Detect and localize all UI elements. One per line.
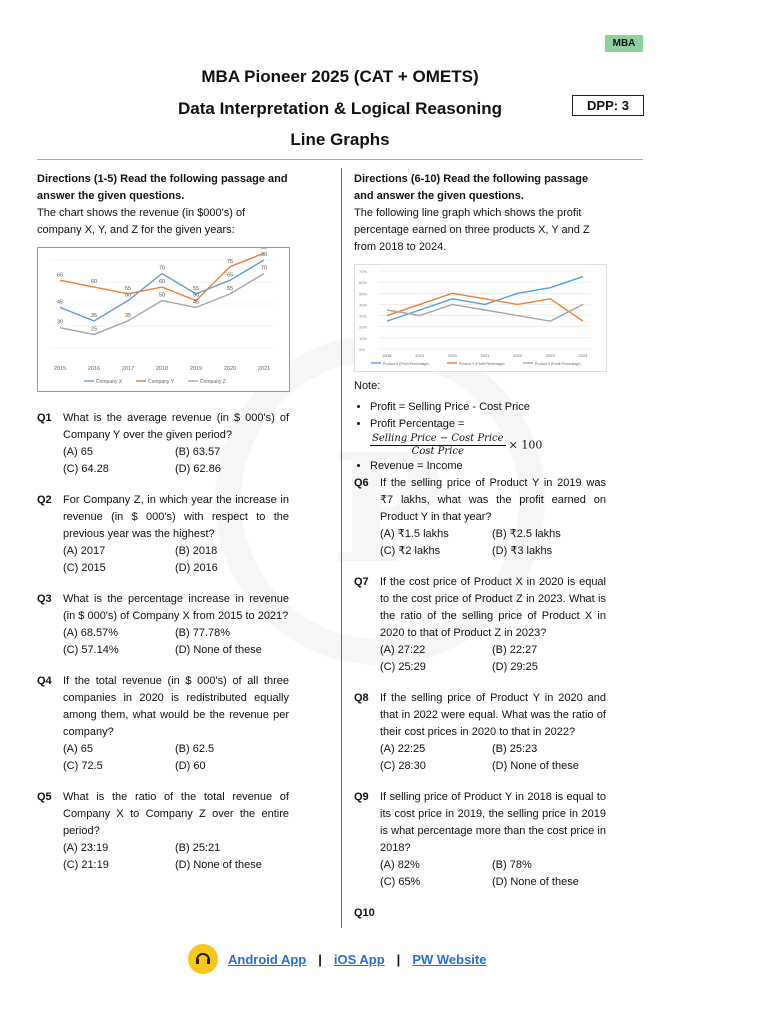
x-tick-label: 2015 bbox=[53, 366, 67, 372]
right-directions-text: The following line graph which shows the profit percentage earned on three products X, Y and Z from 2018 to 2024. bbox=[354, 207, 590, 253]
data-label: 55 bbox=[192, 285, 200, 292]
data-label: 50 bbox=[192, 292, 200, 299]
answer-option[interactable]: (D) None of these bbox=[175, 859, 262, 871]
x-tick-label: 2020 bbox=[223, 366, 237, 372]
note-revenue: • Revenue = Income bbox=[370, 458, 606, 475]
x-tick-label: 2021 bbox=[257, 366, 271, 372]
answer-options bbox=[380, 741, 606, 775]
series-line bbox=[387, 304, 583, 321]
y-tick-label: 10% bbox=[359, 335, 368, 341]
notes-label: Note: bbox=[354, 380, 381, 392]
answer-options bbox=[63, 625, 289, 659]
question-item bbox=[37, 492, 289, 577]
answer-option[interactable]: (A) 65 bbox=[63, 446, 93, 458]
answer-option[interactable]: (A) 82% bbox=[380, 859, 420, 871]
question-number: Q8 bbox=[354, 692, 369, 704]
answer-option[interactable]: (B) 62.5 bbox=[175, 743, 215, 755]
question-item bbox=[354, 574, 606, 676]
answer-option[interactable]: (B) 2018 bbox=[175, 545, 218, 557]
answer-option[interactable]: (A) 22:25 bbox=[380, 743, 426, 755]
question-text: What is the percentage increase in revenue (in $ 000's) of Company X from 2015 to 2021? bbox=[63, 593, 289, 622]
customer-service-icon bbox=[188, 944, 218, 974]
data-label: 50 bbox=[124, 292, 132, 299]
y-tick-label: 40% bbox=[359, 302, 368, 308]
answer-option[interactable]: (C) 21:19 bbox=[63, 859, 109, 871]
answer-option[interactable]: (B) 78% bbox=[492, 859, 532, 871]
question-number: Q7 bbox=[354, 576, 369, 588]
data-label: 80 bbox=[260, 252, 268, 258]
x-tick-label: 2020 bbox=[447, 353, 457, 358]
data-label: 45 bbox=[56, 299, 64, 306]
answer-option[interactable]: (B) 25:23 bbox=[492, 743, 538, 755]
question-item bbox=[354, 690, 606, 775]
footer-separator: | bbox=[318, 951, 322, 967]
question-text: What is the average revenue (in $ 000's) of Company Y over the given period? bbox=[63, 412, 289, 441]
question-text: If selling price of Product Y in 2018 is equal to its cost price in 2019, the selling price in 2019 is what percentage more than the cost price in 2018? bbox=[380, 791, 606, 854]
x-tick-label: 2018 bbox=[382, 353, 392, 358]
y-tick-label: 70% bbox=[359, 269, 368, 274]
footer-links bbox=[188, 944, 486, 974]
answer-option[interactable]: (B) ₹2.5 lakhs bbox=[492, 528, 561, 540]
question-number: Q6 bbox=[354, 477, 369, 489]
x-tick-label: 2023 bbox=[545, 353, 555, 358]
question-item bbox=[354, 475, 606, 560]
header-divider bbox=[37, 159, 643, 160]
data-label: 70 bbox=[158, 265, 166, 272]
answer-option[interactable]: (A) 23:19 bbox=[63, 842, 109, 854]
document-title: MBA Pioneer 2025 (CAT + OMETS) bbox=[201, 67, 479, 86]
answer-option[interactable]: (C) 64.28 bbox=[63, 463, 109, 475]
question-text: For Company Z, in which year the increase in revenue (in $ 000's) with respect to the previous year was the highest? bbox=[63, 494, 289, 540]
answer-option[interactable]: (B) 63.57 bbox=[175, 446, 221, 458]
pw-website-link[interactable]: PW Website bbox=[412, 951, 487, 967]
profit-line-chart bbox=[354, 264, 607, 372]
left-directions-text: The chart shows the revenue (in $000's) of company X, Y, and Z for the given years: bbox=[37, 207, 246, 236]
question-item bbox=[37, 673, 289, 775]
question-text: If the total revenue (in $ 000's) of all three companies in 2020 is redistributed equally among them, what would be the revenue per company? bbox=[63, 675, 289, 738]
answer-option[interactable]: (B) 22:27 bbox=[492, 644, 538, 656]
answer-option[interactable]: (A) 65 bbox=[63, 743, 93, 755]
answer-option[interactable]: (A) ₹1.5 lakhs bbox=[380, 528, 449, 540]
data-label: 35 bbox=[90, 312, 98, 319]
formula-denominator: Cost Price bbox=[411, 446, 464, 457]
profit-formula-fraction bbox=[370, 433, 506, 458]
answer-option[interactable]: (C) 28:30 bbox=[380, 760, 426, 772]
data-label: 65 bbox=[226, 272, 234, 279]
answer-option[interactable]: (D) 60 bbox=[175, 760, 206, 772]
right-directions-heading: Directions (6-10) Read the following passage and answer the given questions. bbox=[354, 173, 589, 202]
y-tick-label: 0% bbox=[359, 347, 365, 352]
data-label: 30 bbox=[56, 319, 64, 326]
question-item bbox=[37, 789, 289, 874]
x-tick-label: 2021 bbox=[480, 353, 490, 358]
notes-block bbox=[354, 378, 606, 475]
answer-option[interactable]: (D) 29:25 bbox=[492, 661, 538, 673]
question-number: Q5 bbox=[37, 791, 52, 803]
data-label: 45 bbox=[192, 299, 200, 306]
answer-option[interactable]: (A) 27:22 bbox=[380, 644, 426, 656]
question-item bbox=[37, 410, 289, 478]
dpp-label: DPP: 3 bbox=[572, 95, 644, 116]
question-item bbox=[354, 789, 606, 891]
answer-options bbox=[63, 840, 289, 874]
answer-option[interactable]: (D) None of these bbox=[492, 876, 579, 888]
answer-option[interactable]: (D) ₹3 lakhs bbox=[492, 545, 553, 557]
revenue-line-chart bbox=[37, 247, 290, 392]
data-label: 65 bbox=[56, 272, 64, 279]
answer-options bbox=[63, 741, 289, 775]
series-line bbox=[387, 293, 583, 321]
answer-options bbox=[380, 526, 606, 560]
legend-label: Product Z (Profit Percentage) bbox=[535, 362, 581, 366]
answer-option[interactable]: (C) 57.14% bbox=[63, 644, 119, 656]
ios-app-link[interactable]: iOS App bbox=[333, 951, 385, 967]
question-text: If the selling price of Product Y in 2019 was ₹7 lakhs, what was the profit earned on Product Y in that year? bbox=[380, 477, 606, 523]
answer-option[interactable]: (C) 65% bbox=[380, 876, 421, 888]
y-tick-label: 20% bbox=[359, 324, 368, 330]
x-tick-label: 2018 bbox=[155, 366, 169, 372]
data-label: 60 bbox=[90, 279, 98, 286]
formula-numerator: Selling Price − Cost Price bbox=[372, 433, 504, 444]
question-number: Q1 bbox=[37, 412, 52, 424]
x-tick-label: 2022 bbox=[513, 353, 523, 358]
legend-label: Product X (Profit Percentage) bbox=[383, 362, 429, 366]
legend-label: Company Z bbox=[200, 379, 226, 385]
answer-option[interactable]: (D) None of these bbox=[175, 644, 262, 656]
answer-options bbox=[63, 444, 289, 478]
data-label: 60 bbox=[158, 279, 166, 286]
answer-options bbox=[63, 543, 289, 577]
left-column bbox=[37, 171, 289, 874]
x-tick-label: 2019 bbox=[415, 353, 425, 358]
right-questions bbox=[354, 475, 606, 919]
answer-option[interactable]: (C) ₹2 lakhs bbox=[380, 545, 441, 557]
column-divider bbox=[341, 168, 342, 928]
question-number: Q10 bbox=[354, 907, 375, 919]
profit-chart-svg bbox=[355, 265, 606, 371]
answer-option[interactable]: (B) 77.78% bbox=[175, 627, 231, 639]
note-profit-percentage bbox=[370, 416, 606, 458]
x-tick-label: 2024 bbox=[578, 353, 588, 358]
data-label: 70 bbox=[260, 265, 268, 272]
right-column bbox=[354, 171, 606, 919]
category-badge: MBA bbox=[605, 35, 643, 52]
x-tick-label: 2016 bbox=[87, 366, 101, 372]
data-label: 50 bbox=[158, 292, 166, 299]
answer-option[interactable]: (A) 68.57% bbox=[63, 627, 119, 639]
question-number: Q3 bbox=[37, 593, 52, 605]
data-label: 85 bbox=[260, 248, 268, 252]
legend-label: Company X bbox=[96, 379, 123, 385]
answer-options bbox=[380, 857, 606, 891]
question-number: Q2 bbox=[37, 494, 52, 506]
answer-option[interactable]: (C) 72.5 bbox=[63, 760, 103, 772]
legend-label: Product Y (Profit Percentage) bbox=[459, 362, 505, 366]
answer-option[interactable]: (D) 2016 bbox=[175, 562, 218, 574]
legend-label: Company Y bbox=[148, 379, 175, 385]
question-text: If the cost price of Product X in 2020 is equal to the cost price of Product Z in 2023. What is the ratio of the selling price of Product X in 2020 to that of Product Z in 2023? bbox=[380, 576, 606, 639]
y-tick-label: 50% bbox=[359, 291, 368, 297]
formula-multiplier: × 100 bbox=[508, 438, 543, 452]
question-number: Q4 bbox=[37, 675, 52, 687]
question-text: What is the ratio of the total revenue of Company X to Company Z over the entire period? bbox=[63, 791, 289, 837]
data-label: 75 bbox=[226, 258, 234, 265]
document-subtitle: Data Interpretation & Logical Reasoning bbox=[178, 99, 502, 118]
answer-option[interactable]: (D) 62.86 bbox=[175, 463, 221, 475]
data-label: 55 bbox=[226, 285, 234, 292]
question-number: Q9 bbox=[354, 791, 369, 803]
revenue-chart-svg bbox=[38, 248, 289, 391]
x-tick-label: 2017 bbox=[121, 366, 135, 372]
question-text: If the selling price of Product Y in 2020 and that in 2022 were equal. What was the ratio of their cost prices in 2020 to that in 2022? bbox=[380, 692, 606, 738]
question-item bbox=[37, 591, 289, 659]
y-tick-label: 60% bbox=[359, 280, 368, 286]
answer-option[interactable]: (B) 25:21 bbox=[175, 842, 221, 854]
left-directions-heading: Directions (1-5) Read the following passage and answer the given questions. bbox=[37, 173, 288, 202]
android-app-link[interactable]: Android App bbox=[228, 951, 307, 967]
data-label: 25 bbox=[90, 326, 98, 333]
footer-separator: | bbox=[396, 951, 401, 967]
note-profit: • Profit = Selling Price - Cost Price bbox=[370, 399, 606, 416]
data-label: 35 bbox=[124, 312, 132, 319]
answer-option[interactable]: (A) 2017 bbox=[63, 545, 106, 557]
data-label: 55 bbox=[124, 285, 132, 292]
left-questions bbox=[37, 410, 289, 874]
answer-option[interactable]: (C) 2015 bbox=[63, 562, 106, 574]
x-tick-label: 2019 bbox=[189, 366, 203, 372]
note-profit-percentage-label: Profit Percentage = bbox=[370, 418, 465, 430]
document-topic: Line Graphs bbox=[290, 130, 390, 149]
answer-option[interactable]: (C) 25:29 bbox=[380, 661, 426, 673]
y-tick-label: 30% bbox=[359, 313, 368, 319]
answer-options bbox=[380, 642, 606, 676]
answer-option[interactable]: (D) None of these bbox=[492, 760, 579, 772]
